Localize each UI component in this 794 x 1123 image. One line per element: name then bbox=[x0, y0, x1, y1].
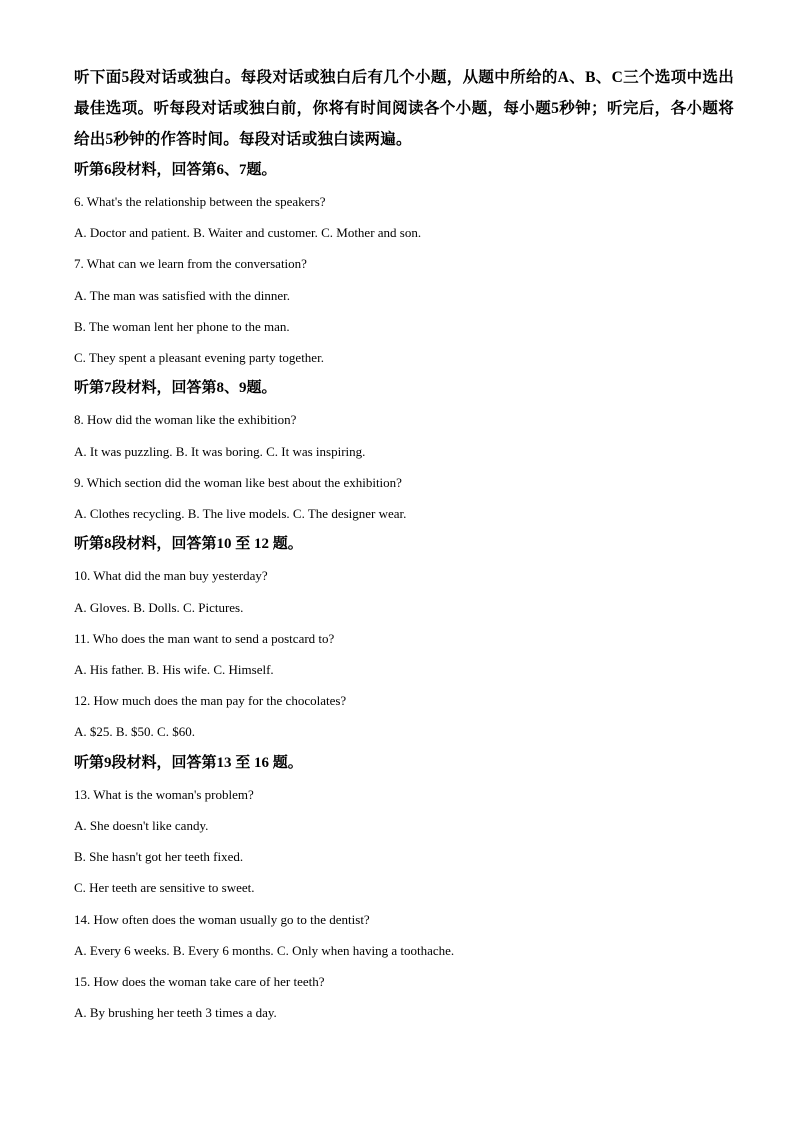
question-11: 11. Who does the man want to send a postcard to? bbox=[74, 631, 335, 646]
question-7: 7. What can we learn from the conversation? bbox=[74, 256, 307, 271]
section-heading-6: 听第6段材料，回答第6、7题。 bbox=[74, 162, 277, 178]
options-14: A. Every 6 weeks. B. Every 6 months. C. Only when having a toothache. bbox=[74, 943, 455, 958]
question-14: 14. How often does the woman usually go to the dentist? bbox=[74, 912, 370, 927]
options-11: A. His father. B. His wife. C. Himself. bbox=[74, 662, 274, 677]
question-15: 15. How does the woman take care of her teeth? bbox=[74, 974, 325, 989]
option-7b: B. The woman lent her phone to the man. bbox=[74, 319, 290, 334]
options-8: A. It was puzzling. B. It was boring. C. It was inspiring. bbox=[74, 444, 366, 459]
question-12: 12. How much does the man pay for the chocolates? bbox=[74, 693, 347, 708]
option-15a: A. By brushing her teeth 3 times a day. bbox=[74, 1005, 277, 1020]
option-13a: A. She doesn't like candy. bbox=[74, 818, 209, 833]
options-12: A. $25. B. $50. C. $60. bbox=[74, 724, 195, 739]
instructions-paragraph: 听下面5段对话或独白。每段对话或独白后有几个小题，从题中所给的A、B、C三个选项中选出最佳选项。听每段对话或独白前，你将有时间阅读各个小题，每小题5秒钟；听完后，各小题将给出5秒钟的作答时间。每段对话或独白读两遍。 bbox=[74, 69, 734, 148]
question-10: 10. What did the man buy yesterday? bbox=[74, 568, 268, 583]
section-heading-8: 听第8段材料，回答第10 至 12 题。 bbox=[74, 536, 303, 552]
options-10: A. Gloves. B. Dolls. C. Pictures. bbox=[74, 600, 244, 615]
option-13b: B. She hasn't got her teeth fixed. bbox=[74, 849, 244, 864]
section-heading-9: 听第9段材料，回答第13 至 16 题。 bbox=[74, 755, 303, 771]
option-7c: C. They spent a pleasant evening party together. bbox=[74, 350, 324, 365]
options-6: A. Doctor and patient. B. Waiter and customer. C. Mother and son. bbox=[74, 225, 422, 240]
option-7a: A. The man was satisfied with the dinner. bbox=[74, 288, 291, 303]
section-heading-7: 听第7段材料，回答第8、9题。 bbox=[74, 380, 277, 396]
option-13c: C. Her teeth are sensitive to sweet. bbox=[74, 880, 255, 895]
question-13: 13. What is the woman's problem? bbox=[74, 787, 254, 802]
question-8: 8. How did the woman like the exhibition? bbox=[74, 412, 297, 427]
question-9: 9. Which section did the woman like best about the exhibition? bbox=[74, 475, 402, 490]
options-9: A. Clothes recycling. B. The live models. C. The designer wear. bbox=[74, 506, 407, 521]
question-6: 6. What's the relationship between the speakers? bbox=[74, 194, 326, 209]
